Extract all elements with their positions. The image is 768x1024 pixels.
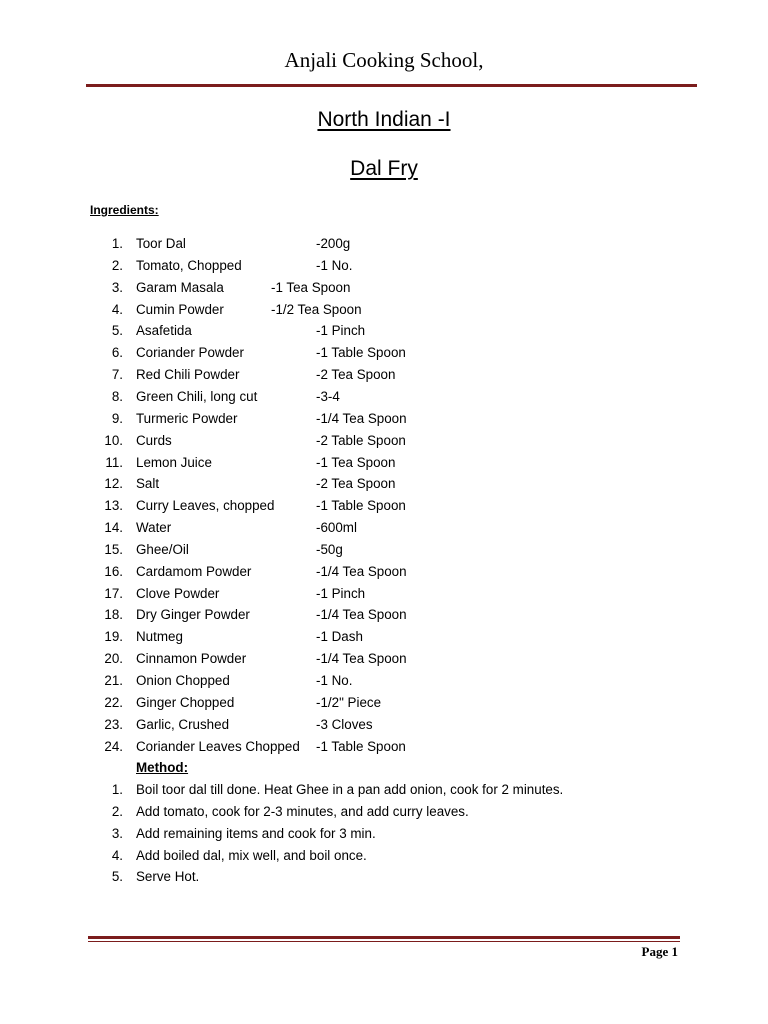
ingredient-row [0,302,768,322]
ingredient-quantity: -1/4 Tea Spoon [316,651,407,667]
ingredient-number: 2. [111,257,123,273]
ingredient-row [0,629,768,649]
ingredient-number: 3. [111,279,123,295]
method-step [0,782,768,802]
method-step [0,826,768,846]
ingredients-heading: Ingredients: [90,203,159,217]
ingredient-quantity: -1 Dash [316,629,363,645]
ingredient-row [0,717,768,737]
ingredient-name: Ginger Chopped [136,694,235,710]
ingredient-name: Red Chili Powder [136,367,240,383]
ingredient-quantity: -1 Pinch [316,585,366,601]
ingredient-number: 11. [105,454,123,470]
ingredient-name: Lemon Juice [136,454,212,470]
ingredient-row [0,323,768,343]
ingredient-number: 21. [104,673,123,688]
ingredient-name: Cardamom Powder [136,563,252,579]
ingredient-number: 23. [104,716,123,732]
ingredient-number: 7. [111,367,123,383]
ingredient-name: Green Chili, long cut [136,388,258,404]
ingredient-name: Asafetida [136,323,192,339]
ingredient-number: 16. [104,563,123,579]
ingredient-number: 19. [104,629,123,645]
ingredient-name: Coriander Leaves Chopped [136,738,300,754]
method-heading: Method: [136,760,189,775]
ingredient-name: Coriander Powder [136,345,244,361]
ingredient-row [0,411,768,431]
ingredient-name: Tomato, Chopped [136,257,242,273]
ingredient-number: 24. [104,738,123,754]
ingredient-quantity: -1 Table Spoon [316,498,406,514]
ingredient-row [0,476,768,496]
ingredient-quantity: -1/4 Tea Spoon [316,607,407,623]
ingredient-name: Dry Ginger Powder [136,607,250,623]
ingredient-row [0,739,768,759]
ingredient-name: Nutmeg [136,629,183,645]
ingredient-quantity: -1 Table Spoon [316,345,406,361]
ingredient-quantity: -1/2" Piece [316,694,382,710]
ingredient-row [0,236,768,256]
ingredient-name: Clove Powder [136,585,220,601]
ingredient-number: 12. [104,476,123,492]
ingredient-quantity: -2 Tea Spoon [316,367,396,383]
ingredient-quantity: -1 Tea Spoon [316,454,396,470]
ingredient-row [0,280,768,300]
school-name: Anjali Cooking School, [284,48,484,72]
ingredient-row [0,607,768,627]
ingredient-quantity: -1 Pinch [316,323,366,339]
ingredient-quantity: -1/2 Tea Spoon [271,301,362,317]
method-step [0,848,768,868]
section-title: North Indian -I [317,108,451,131]
ingredient-name: Garlic, Crushed [136,716,230,732]
ingredient-name: Ghee/Oil [136,541,189,557]
footer-rule-thick [88,936,680,939]
ingredient-row [0,345,768,365]
page-number: Page 1 [641,944,678,959]
method-step-number: 3. [111,825,123,841]
ingredient-quantity: -1 No. [316,257,353,273]
ingredient-number: 13. [104,498,123,514]
ingredient-number: 17. [104,585,123,601]
ingredient-quantity: -1/4 Tea Spoon [316,563,407,579]
ingredient-name: Toor Dal [136,236,186,251]
ingredient-number: 18. [104,607,123,623]
ingredient-number: 5. [111,323,123,339]
ingredient-name: Curds [136,432,172,448]
ingredient-quantity: -1 No. [316,673,353,688]
method-step-number: 5. [111,869,123,885]
method-step-text: Add boiled dal, mix well, and boil once. [136,847,367,863]
ingredient-name: Curry Leaves, chopped [136,498,275,514]
ingredient-quantity: -600ml [316,520,357,536]
ingredient-name: Turmeric Powder [136,410,238,426]
ingredient-quantity: -1 Table Spoon [316,738,406,754]
ingredient-name: Cumin Powder [136,301,224,317]
ingredient-quantity: -1/4 Tea Spoon [316,410,407,426]
ingredient-name: Cinnamon Powder [136,651,247,667]
method-step [0,869,768,889]
header-rule [86,84,697,87]
method-step-text: Add tomato, cook for 2-3 minutes, and add curry leaves. [136,803,469,819]
ingredient-quantity: -50g [316,541,343,557]
recipe-title: Dal Fry [350,157,418,180]
ingredient-row [0,367,768,387]
ingredient-number: 9. [111,410,123,426]
method-step [0,804,768,824]
ingredient-row [0,586,768,606]
ingredient-quantity: -200g [316,236,351,251]
method-step-text: Add remaining items and cook for 3 min. [136,825,376,841]
ingredient-quantity: -1 Tea Spoon [271,279,351,295]
ingredient-name: Onion Chopped [136,673,230,688]
ingredient-row [0,520,768,540]
ingredient-row [0,433,768,453]
ingredient-number: 1. [111,236,123,251]
ingredient-row [0,564,768,584]
method-step-number: 1. [111,782,123,797]
ingredient-number: 14. [104,520,123,536]
ingredient-name: Water [136,520,172,536]
ingredient-quantity: -2 Tea Spoon [316,476,396,492]
ingredient-row [0,542,768,562]
ingredient-number: 15. [104,541,123,557]
method-step-number: 4. [111,847,123,863]
ingredient-number: 4. [111,301,123,317]
ingredient-number: 10. [104,432,123,448]
ingredient-quantity: -3 Cloves [316,716,373,732]
ingredient-number: 22. [104,694,123,710]
method-step-text: Serve Hot. [136,869,200,885]
ingredient-row [0,258,768,278]
ingredient-row [0,498,768,518]
ingredient-number: 6. [111,345,123,361]
ingredient-quantity: -3-4 [316,388,340,404]
ingredient-number: 20. [104,651,123,667]
ingredient-name: Garam Masala [136,279,224,295]
method-step-text: Boil toor dal till done. Heat Ghee in a pan add onion, cook for 2 minutes. [136,782,564,797]
ingredient-number: 8. [111,388,123,404]
ingredient-name: Salt [136,476,160,492]
ingredient-row [0,695,768,715]
method-step-number: 2. [111,803,123,819]
ingredient-row [0,651,768,671]
ingredient-quantity: -2 Table Spoon [316,432,406,448]
ingredient-row [0,673,768,693]
ingredient-row [0,455,768,475]
footer-rule-thin [88,941,680,942]
ingredient-row [0,389,768,409]
